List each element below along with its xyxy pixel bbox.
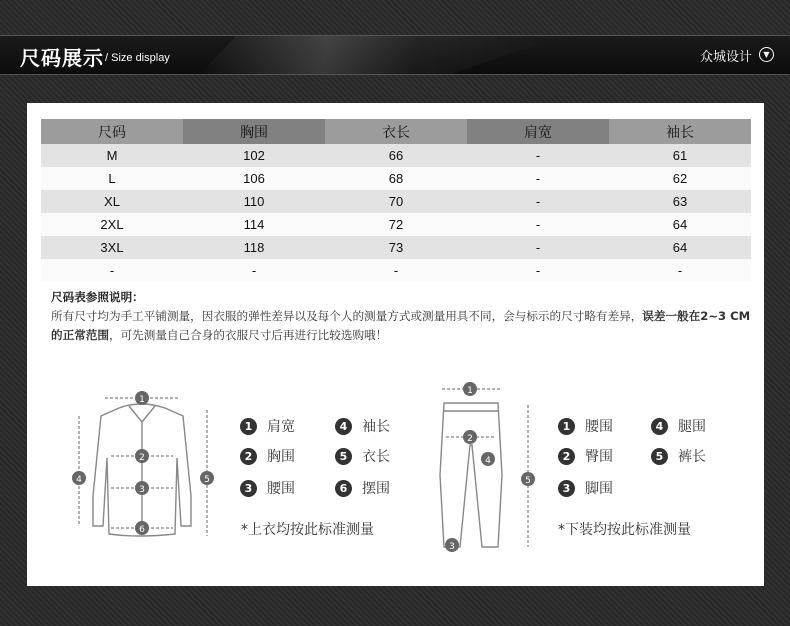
table-cell: - (467, 190, 609, 213)
marker-3: 3 (449, 542, 455, 552)
pants-legend-item: 2 臀围 (558, 446, 613, 466)
shirt-legend-item: 2 胸围 (240, 446, 295, 466)
column-header: 胸围 (183, 119, 325, 144)
table-cell: 2XL (41, 213, 183, 236)
table-cell: - (467, 144, 609, 167)
shirt-legend-item: 3 腰围 (240, 478, 295, 498)
table-cell: - (609, 259, 751, 282)
shirt-collar (129, 406, 155, 422)
note-emphasis: 误差一般在2~3 CM的正常范围 (51, 309, 751, 342)
marker-4: 4 (485, 456, 491, 466)
table-cell: - (467, 259, 609, 282)
table-cell: 114 (183, 213, 325, 236)
pants-outline (440, 403, 502, 547)
table-cell: M (41, 144, 183, 167)
column-header: 衣长 (325, 119, 467, 144)
table-cell: - (325, 259, 467, 282)
table-cell: 68 (325, 167, 467, 190)
note-title: 尺码表参照说明： (51, 290, 144, 304)
table-row (41, 213, 751, 236)
table-cell: L (41, 167, 183, 190)
size-panel (27, 103, 764, 586)
table-cell: - (467, 236, 609, 259)
pants-footnote: *下装均按此标准测量 (558, 522, 691, 538)
pants-legend-item: 5 裤长 (651, 446, 706, 466)
pants-diagram (422, 375, 542, 555)
table-cell: 73 (325, 236, 467, 259)
table-cell: - (183, 259, 325, 282)
marker-6: 6 (139, 525, 145, 535)
shirt-legend-item: 5 衣长 (335, 446, 390, 466)
marker-4: 4 (76, 475, 82, 485)
column-header: 肩宽 (467, 119, 609, 144)
size-table (41, 119, 751, 282)
header-shine (200, 36, 560, 74)
brand-name[interactable]: 众城设计 (699, 50, 752, 65)
table-cell: 110 (183, 190, 325, 213)
marker-1: 1 (467, 386, 473, 396)
shirt-legend-item: 6 摆围 (335, 478, 390, 498)
section-header (0, 35, 790, 75)
table-cell: 64 (609, 236, 751, 259)
table-cell: 118 (183, 236, 325, 259)
table-row (41, 190, 751, 213)
marker-3: 3 (139, 485, 145, 495)
table-cell: 106 (183, 167, 325, 190)
table-cell: - (41, 259, 183, 282)
shirt-legend-item: 1 肩宽 (240, 416, 295, 436)
table-cell: 102 (183, 144, 325, 167)
note-text: 所有尺寸均为手工平铺测量，因衣服的弹性差异以及每个人的测量方式或测量用具不同，会与标示的尺寸略有差异， (51, 309, 643, 323)
table-cell: 62 (609, 167, 751, 190)
table-cell: 3XL (41, 236, 183, 259)
section-subtitle: / Size display (105, 52, 170, 64)
table-cell: XL (41, 190, 183, 213)
pants-legend-item: 4 腿围 (651, 416, 706, 436)
table-row (41, 167, 751, 190)
note-text-end: ，可先测量自己合身的衣服尺寸后再进行比较选购哦！ (108, 328, 388, 342)
table-cell: 72 (325, 213, 467, 236)
marker-2: 2 (139, 453, 145, 463)
pants-legend-item: 1 腰围 (558, 416, 613, 436)
pants-legend-item: 3 脚围 (558, 478, 613, 498)
marker-2: 2 (467, 434, 473, 444)
table-cell: 61 (609, 144, 751, 167)
table-cell: 63 (609, 190, 751, 213)
note-body (51, 307, 751, 345)
table-row (41, 144, 751, 167)
table-cell: - (467, 167, 609, 190)
marker-5: 5 (525, 476, 531, 486)
shirt-footnote: *上衣均按此标准测量 (241, 522, 374, 538)
table-row (41, 259, 751, 282)
size-note (51, 288, 751, 345)
table-cell: 70 (325, 190, 467, 213)
table-cell: - (467, 213, 609, 236)
column-header: 尺码 (41, 119, 183, 144)
table-row (41, 236, 751, 259)
table-cell: 64 (609, 213, 751, 236)
table-cell: 66 (325, 144, 467, 167)
shirt-legend-item: 4 袖长 (335, 416, 390, 436)
size-table-header (41, 119, 751, 144)
column-header: 袖长 (609, 119, 751, 144)
section-title: 尺码展示 (20, 46, 104, 70)
pants-markers (445, 382, 535, 552)
chevron-down-icon[interactable]: ▼ (759, 47, 774, 62)
marker-5: 5 (204, 475, 210, 485)
marker-1: 1 (139, 395, 145, 405)
shirt-diagram (67, 386, 227, 561)
